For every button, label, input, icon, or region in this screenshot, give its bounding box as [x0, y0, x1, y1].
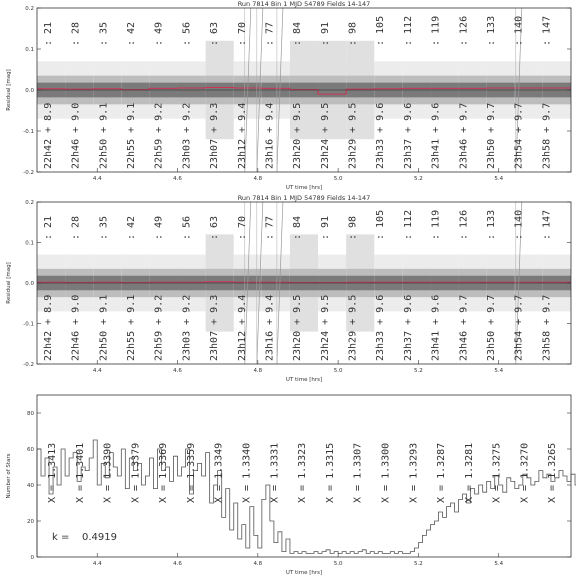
time-label: 23h41 + 9.6	[430, 294, 442, 361]
time-label: 22h55 + 9.1	[126, 102, 138, 169]
x-tick-label: 5.0	[333, 561, 343, 567]
field-label: : 21	[43, 21, 54, 46]
time-label: 23h07 + 9.3	[209, 294, 221, 361]
x-tick-label: 4.6	[173, 368, 182, 374]
field-label: : 56	[181, 215, 193, 240]
field-label: : 119	[430, 15, 442, 46]
time-label: 23h29 + 9.5	[347, 294, 359, 361]
field-label: : 147	[541, 209, 553, 240]
field-label: : 91	[319, 21, 331, 46]
airmass-label: X = 1.3270	[519, 442, 531, 503]
field-label: : 98	[347, 215, 359, 240]
airmass-label: X = 1.3401	[74, 442, 86, 503]
x-tick-label: 4.8	[253, 368, 263, 374]
time-label: 22h50 + 9.1	[98, 102, 110, 169]
time-label: 23h29 + 9.5	[347, 102, 359, 169]
field-label: : 28	[70, 21, 82, 46]
time-label: 22h46 + 9.0	[70, 294, 82, 361]
field-label: : 28	[70, 215, 82, 240]
time-label: 23h03 + 9.2	[181, 102, 193, 169]
y-axis-label: Residual [mag]	[6, 69, 12, 111]
airmass-label: X = 1.3307	[352, 442, 364, 503]
time-label: 23h50 + 9.7	[485, 102, 497, 169]
time-label: 23h33 + 9.6	[375, 102, 387, 169]
time-label: 22h59 + 9.2	[153, 102, 165, 169]
x-tick-label: 5.2	[414, 368, 423, 374]
airmass-label: X = 1.3369	[158, 442, 170, 503]
time-label: 23h16 + 9.4	[264, 294, 276, 361]
time-label: 22h46 + 9.0	[70, 102, 82, 169]
y-tick-label: 20	[27, 519, 34, 525]
field-label: : 133	[485, 15, 497, 46]
field-label: : 84	[292, 215, 304, 240]
time-label: 23h46 + 9.7	[458, 294, 470, 361]
y-tick-label: 80	[27, 411, 34, 417]
y-tick-label: 40	[27, 483, 34, 489]
time-label: 22h55 + 9.1	[126, 294, 138, 361]
time-label: 23h24 + 9.5	[319, 102, 331, 169]
field-label: : 70	[236, 21, 248, 46]
x-tick-label: 5.0	[333, 176, 343, 182]
field-label: : 49	[153, 21, 165, 46]
x-tick-label: 5.2	[414, 176, 423, 182]
time-label: 23h33 + 9.6	[375, 294, 387, 361]
time-label: 23h20 + 9.5	[292, 294, 304, 361]
x-tick-label: 5.4	[494, 561, 504, 567]
airmass-label: X = 1.3323	[297, 442, 309, 503]
time-label: 23h07 + 9.3	[209, 102, 221, 169]
y-axis-label: Number of Stars	[6, 453, 12, 499]
y-tick-label: -0.1	[23, 321, 34, 328]
time-label: 22h59 + 9.2	[153, 294, 165, 361]
field-label: : 133	[485, 209, 497, 240]
field-label: : 35	[98, 215, 110, 240]
time-label: 23h37 + 9.6	[402, 102, 414, 169]
airmass-label: X = 1.3315	[324, 442, 336, 503]
x-axis-label: UT time [hrs]	[285, 185, 323, 191]
field-label: : 119	[430, 209, 442, 240]
airmass-label: X = 1.3275	[491, 442, 503, 503]
field-label: : 126	[458, 209, 470, 240]
field-label: : 112	[402, 15, 414, 46]
x-tick-label: 4.6	[173, 561, 182, 567]
field-label: : 140	[513, 209, 525, 240]
airmass-label: X = 1.3413	[47, 442, 58, 503]
field-label: : 77	[264, 215, 276, 240]
time-label: 23h46 + 9.7	[458, 102, 470, 169]
field-label: : 21	[43, 215, 54, 240]
x-tick-label: 5.0	[333, 368, 343, 374]
airmass-label: X = 1.3300	[380, 442, 392, 503]
field-label: : 56	[181, 21, 193, 46]
airmass-label: X = 1.3349	[213, 442, 225, 503]
field-label: : 49	[153, 215, 165, 240]
field-label: : 84	[292, 21, 304, 46]
field-label: : 112	[402, 209, 414, 240]
airmass-label: X = 1.3379	[130, 442, 142, 503]
airmass-label: X = 1.3359	[185, 442, 197, 503]
time-label: 22h42 + 8.9	[43, 294, 54, 361]
airmass-label: X = 1.3265	[547, 442, 559, 503]
field-label: : 98	[347, 21, 359, 46]
x-tick-label: 4.4	[92, 368, 102, 374]
x-tick-label: 4.8	[253, 561, 263, 567]
y-tick-label: 0	[30, 555, 34, 561]
y-tick-label: 0.2	[25, 6, 34, 12]
x-tick-label: 5.2	[414, 561, 423, 567]
airmass-label: X = 1.3340	[241, 442, 253, 503]
time-label: 22h42 + 8.9	[43, 102, 54, 169]
field-label: : 70	[236, 215, 248, 240]
field-label: : 140	[513, 15, 525, 46]
x-axis-label: UT time [hrs]	[285, 570, 323, 576]
x-tick-label: 5.4	[494, 176, 504, 182]
time-label: 23h20 + 9.5	[292, 102, 304, 169]
airmass-label: X = 1.3390	[102, 442, 114, 503]
residual-title: Run 7814 Bin 1 MJD 54789 Fields 14-147	[237, 194, 371, 202]
field-label: : 147	[541, 15, 553, 46]
y-tick-label: -0.2	[23, 362, 34, 368]
time-label: 23h54 + 9.7	[513, 294, 525, 361]
y-tick-label: 0.0	[25, 281, 34, 287]
y-tick-label: 0.2	[25, 200, 34, 206]
residual-title: Run 7814 Bin 1 MJD 54789 Fields 14-147	[237, 0, 371, 8]
x-tick-label: 4.6	[173, 176, 182, 182]
field-label: : 91	[319, 215, 331, 240]
time-label: 23h24 + 9.5	[319, 294, 331, 361]
airmass-label: X = 1.3287	[436, 442, 448, 503]
time-label: 23h58 + 9.7	[541, 102, 553, 169]
x-tick-label: 5.4	[494, 368, 504, 374]
airmass-label: X = 1.3331	[269, 442, 281, 503]
field-label: : 63	[209, 215, 221, 240]
time-label: 23h50 + 9.7	[485, 294, 497, 361]
time-label: 23h03 + 9.2	[181, 294, 193, 361]
field-label: : 105	[375, 15, 387, 46]
time-label: 23h41 + 9.6	[430, 102, 442, 169]
field-label: : 105	[375, 209, 387, 240]
time-label: 23h16 + 9.4	[264, 102, 276, 169]
x-axis-label: UT time [hrs]	[285, 377, 323, 383]
field-label: : 63	[209, 21, 221, 46]
y-tick-label: 0.1	[25, 240, 34, 247]
k-label: k =	[52, 532, 70, 543]
time-label: 23h54 + 9.7	[513, 102, 525, 169]
y-tick-label: 60	[27, 447, 34, 453]
y-axis-label: Residual [mag]	[6, 262, 12, 304]
x-tick-label: 4.4	[92, 176, 102, 182]
time-label: 22h50 + 9.1	[98, 294, 110, 361]
y-tick-label: -0.2	[23, 170, 34, 176]
field-label: : 35	[98, 21, 110, 46]
time-label: 23h37 + 9.6	[402, 294, 414, 361]
field-label: : 77	[264, 21, 276, 46]
x-tick-label: 4.8	[253, 176, 263, 182]
airmass-label: X = 1.3293	[408, 442, 420, 503]
airmass-label: X = 1.3281	[463, 442, 475, 503]
field-label: : 126	[458, 15, 470, 46]
time-label: 23h58 + 9.7	[541, 294, 553, 361]
field-label: : 42	[126, 215, 138, 240]
x-tick-label: 4.4	[92, 561, 102, 567]
y-tick-label: 0.1	[25, 47, 34, 53]
y-tick-label: 0.0	[25, 88, 34, 94]
time-label: 23h12 + 9.4	[236, 294, 248, 361]
field-label: : 42	[126, 21, 138, 46]
time-label: 23h12 + 9.4	[236, 102, 248, 169]
y-tick-label: -0.1	[23, 129, 34, 135]
k-value: 0.4919	[82, 532, 117, 543]
